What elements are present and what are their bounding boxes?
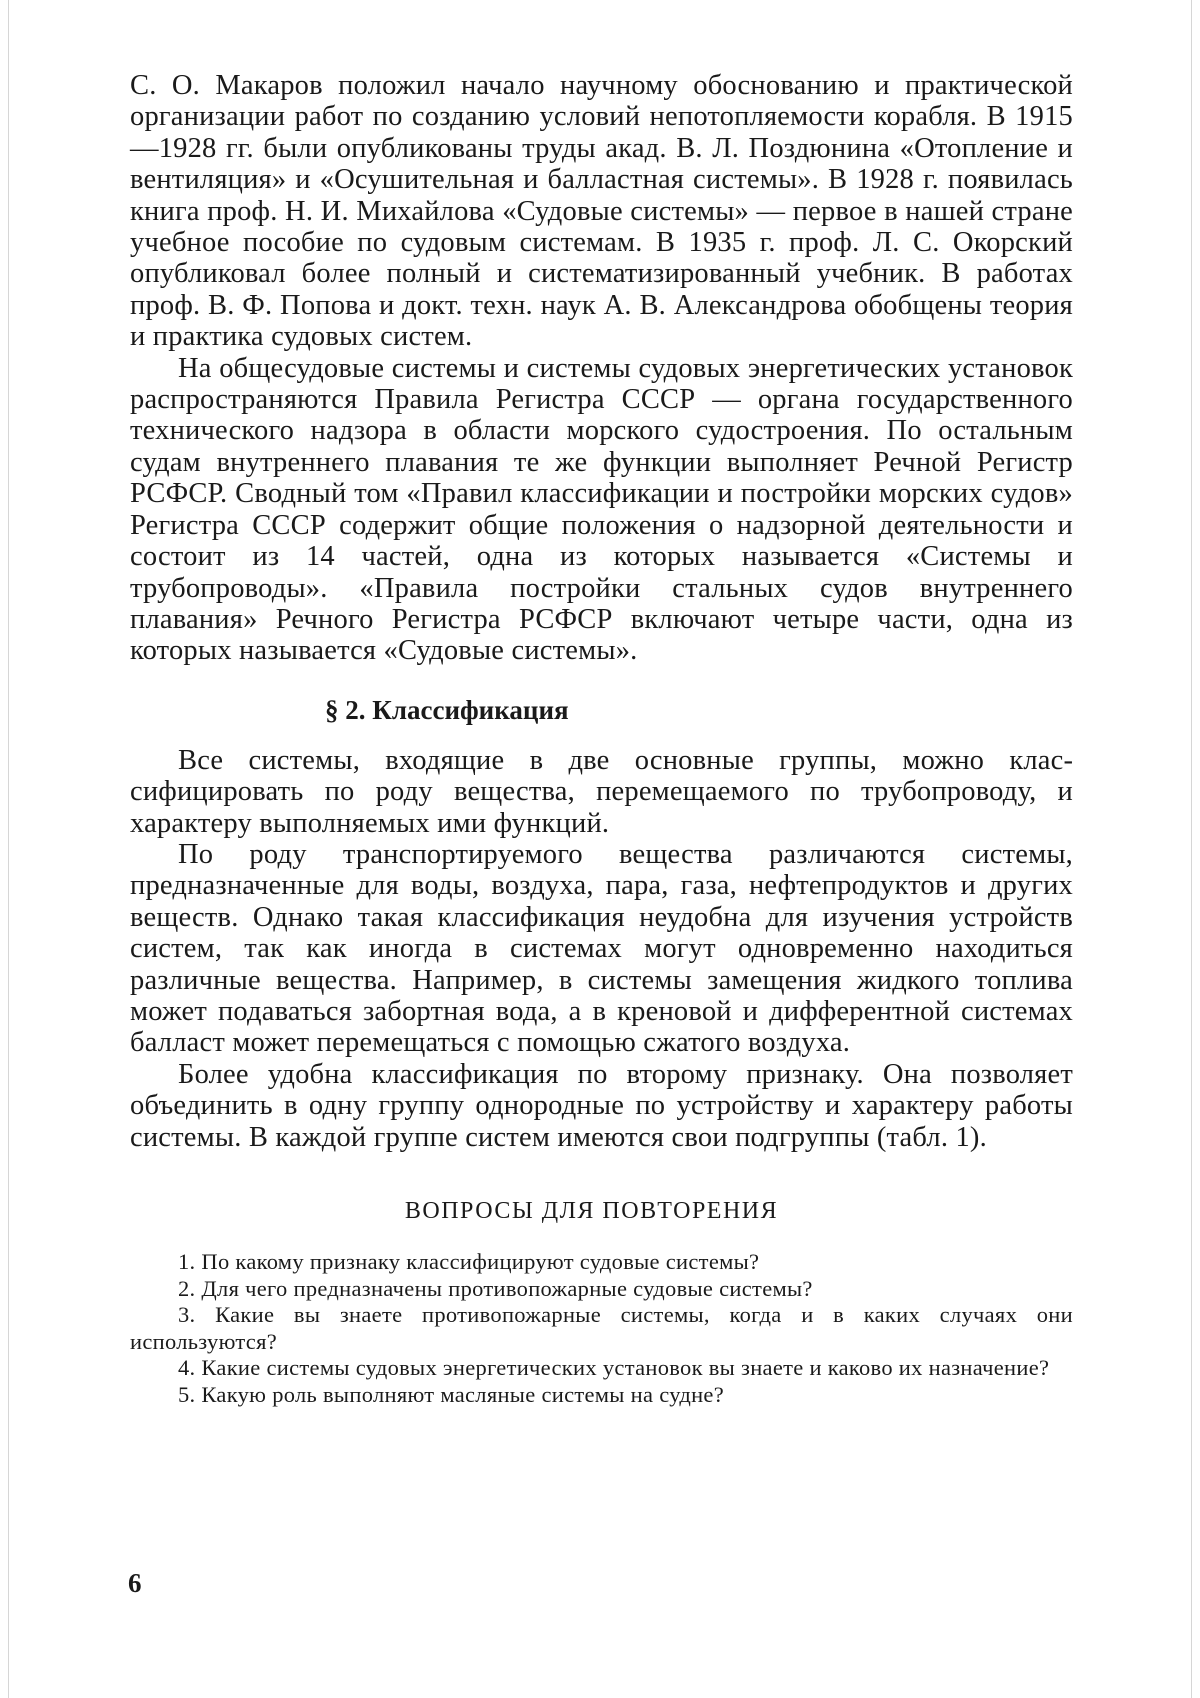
classification-paragraph-2: По роду транспортируемого вещества различаются системы, предназначенные для воды, воздуха, пара, газа, нефтепродуктов и других веществ. Однако такая классификация неудобна для изучения устройств систем, так как иногда в системах могут одновременно находиться различные вещества. Например, в системы замещения жидкого топлива может подаваться забортная вода, а в креновой и дифферентной системах балласт может перемещаться с помощью сжатого воздуха. xyxy=(130,838,1073,1059)
review-question: 2. Для чего предназначены противопожарные судовые системы? xyxy=(178,1275,813,1301)
classification-text xyxy=(130,745,1073,1153)
review-question: 1. По какому признаку классифицируют судовые системы? xyxy=(178,1249,760,1274)
review-question: 5. Какую роль выполняют масляные системы на судне? xyxy=(178,1381,724,1407)
intro-paragraph-2: На общесудовые системы и системы судовых энергетических установок распространяются Правила Регистра СССР — органа государственного технического надзора в области морского судостроения. По остальным судам внутреннего плавания те же функции выполняет Речной Регистр РСФСР. Сводный том «Правил классификации и постройки морских судов» Регистра СССР содержит общие положения о надзорной деятельности и состоит из 14 частей, одна из которых называется «Системы и трубопроводы». «Правила постройки стальных судов внутреннего плавания» Речного Регистра РСФСР включают четыре части, одна из которых называется «Судовые системы». xyxy=(130,352,1073,667)
intro-text xyxy=(130,70,1073,667)
review-question: 3. Какие вы знаете противопожарные системы, когда и в каких случаях они используются? xyxy=(130,1302,1073,1354)
classification-paragraph-3: Более удобна классификация по второму признаку. Она позволяет объединить в одну группу однородные по устройству и характеру работы системы. В каждой группе систем имеются свои подгруппы (табл. 1). xyxy=(130,1058,1073,1153)
review-question: 4. Какие системы судовых энергетических установок вы знаете и каково их назначение? xyxy=(178,1355,1050,1380)
review-questions xyxy=(130,1249,1073,1408)
page-content xyxy=(130,70,1073,1408)
classification-paragraph-1: Все системы, входящие в две основные группы, можно классифицировать по роду вещества, перемещаемого по трубопроводу, и характеру выполняемых ими функций. xyxy=(130,744,1073,839)
section-heading: § 2. Классификация xyxy=(325,694,569,725)
review-heading: ВОПРОСЫ ДЛЯ ПОВТОРЕНИЯ xyxy=(404,1198,779,1224)
page-number: 6 xyxy=(128,1568,142,1598)
intro-paragraph-1: С. О. Макаров положил начало научному обоснованию и практической организации работ по созданию условий непотопляемости корабля. В 1915—1928 гг. были опубликованы труды акад. В. Л. Поздюнина «Отопление и вентиляция» и «Осушительная и балластная системы». В 1928 г. появилась книга проф. Н. И. Михайлова «Судовые системы» — первое в нашей стране учебное пособие по судовым системам. В 1935 г. проф. Л. С. Окорский опубликовал более полный и систематизированный учебник. В работах проф. В. Ф. Попова и докт. техн. наук А. В. Александрова обобщены теория и практика судовых систем. xyxy=(130,70,1073,353)
